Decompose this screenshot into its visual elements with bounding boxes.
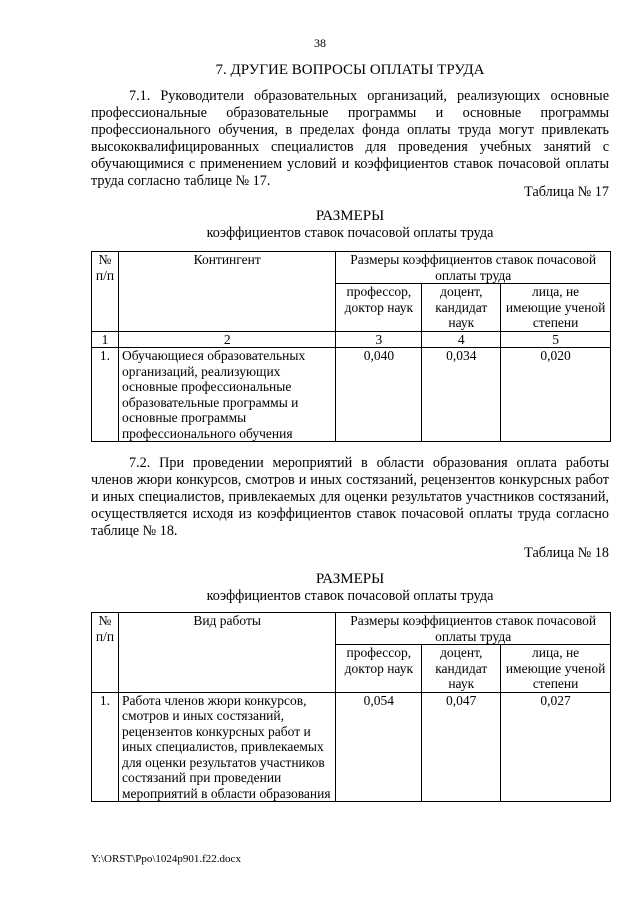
table-17-sub-professor: профессор, доктор наук [336, 284, 422, 332]
table-17-row-no: 1. [92, 348, 119, 442]
table-18-row-name: Работа членов жюри конкурсов, смотров и иных состязаний, рецензентов конкурсных работ и иных специалистов, привлекаемых для оценки результатов участников состязаний при проведении мероприятий в области образования [118, 692, 335, 802]
table-17-col-group: Размеры коэффициентов ставок почасовой оплаты труда [336, 252, 611, 284]
table-18-row-value-docent: 0,047 [422, 692, 501, 802]
table-17-index-cell: 2 [118, 331, 335, 348]
table-18-sub-professor: профессор, доктор наук [336, 645, 422, 693]
table-17-sub-docent: доцент, кандидат наук [422, 284, 501, 332]
table-17-index-cell: 5 [501, 331, 611, 348]
table-17-heading-title: РАЗМЕРЫ [315, 208, 385, 224]
table-17-heading [91, 208, 609, 242]
table-18-heading-title: РАЗМЕРЫ [315, 571, 385, 587]
table-18-heading [91, 571, 609, 605]
table-17-sub-no-degree: лица, не имеющие ученой степени [501, 284, 611, 332]
table-18-row-no: 1. [92, 692, 119, 802]
table-row [92, 692, 611, 802]
paragraph-7-1-text: 7.1. Руководители образовательных организаций, реализующих основные профессиональные образовательные программы и основные программы профессионального обучения, в пределах фонда оплаты труда могут привлекать высококвалифицированных специалистов для проведения учебных занятий с обучающимися с применением условий и коэффициентов ставок почасовой оплаты труда согласно таблице № 17. [91, 88, 609, 189]
table-row [92, 348, 611, 442]
table-17-row-value-docent: 0,034 [422, 348, 501, 442]
table-17 [91, 251, 611, 442]
table-17-heading-subtitle: коэффициентов ставок почасовой оплаты труда [206, 225, 494, 241]
table-18-caption: Таблица № 18 [524, 545, 609, 561]
table-17-caption: Таблица № 17 [524, 184, 609, 200]
table-18-sub-docent: доцент, кандидат наук [422, 645, 501, 693]
table-17-index-cell: 1 [92, 331, 119, 348]
paragraph-7-1 [91, 88, 609, 190]
table-17-row-value-professor: 0,040 [336, 348, 422, 442]
table-17-index-cell: 3 [336, 331, 422, 348]
table-18-row-value-no-degree: 0,027 [501, 692, 611, 802]
table-18-col-group: Размеры коэффициентов ставок почасовой оплаты труда [336, 613, 611, 645]
table-17-header-row [92, 252, 611, 284]
table-17-index-cell: 4 [422, 331, 501, 348]
page-number: 38 [314, 36, 326, 50]
table-18-row-value-professor: 0,054 [336, 692, 422, 802]
table-17-row-name: Обучающиеся образовательных организаций, реализующих основные профессиональные образовательные программы и основные программы профессионального обучения [118, 348, 335, 442]
table-18-heading-subtitle: коэффициентов ставок почасовой оплаты труда [206, 588, 494, 604]
section-title: 7. ДРУГИЕ ВОПРОСЫ ОПЛАТЫ ТРУДА [215, 62, 485, 78]
table-18-col-no: № п/п [92, 613, 119, 693]
table-18 [91, 612, 611, 802]
table-18-col-name: Вид работы [118, 613, 335, 693]
paragraph-7-2 [91, 455, 609, 540]
table-17-col-no: № п/п [92, 252, 119, 332]
table-18-sub-no-degree: лица, не имеющие ученой степени [501, 645, 611, 693]
table-17-index-row [92, 331, 611, 348]
paragraph-7-2-text: 7.2. При проведении мероприятий в области образования оплата работы членов жюри конкурсов, смотров и иных состязаний, рецензентов конкурсных работ и иных специалистов, привлекаемых для оценки результатов участников состязаний, осуществляется исходя из коэффициентов ставок почасовой оплаты труда согласно таблице № 18. [91, 455, 609, 539]
table-18-header-row [92, 613, 611, 645]
table-17-row-value-no-degree: 0,020 [501, 348, 611, 442]
footer-file-path: Y:\ORST\Ppo\1024p901.f22.docx [91, 853, 241, 865]
table-17-col-name: Контингент [118, 252, 335, 332]
